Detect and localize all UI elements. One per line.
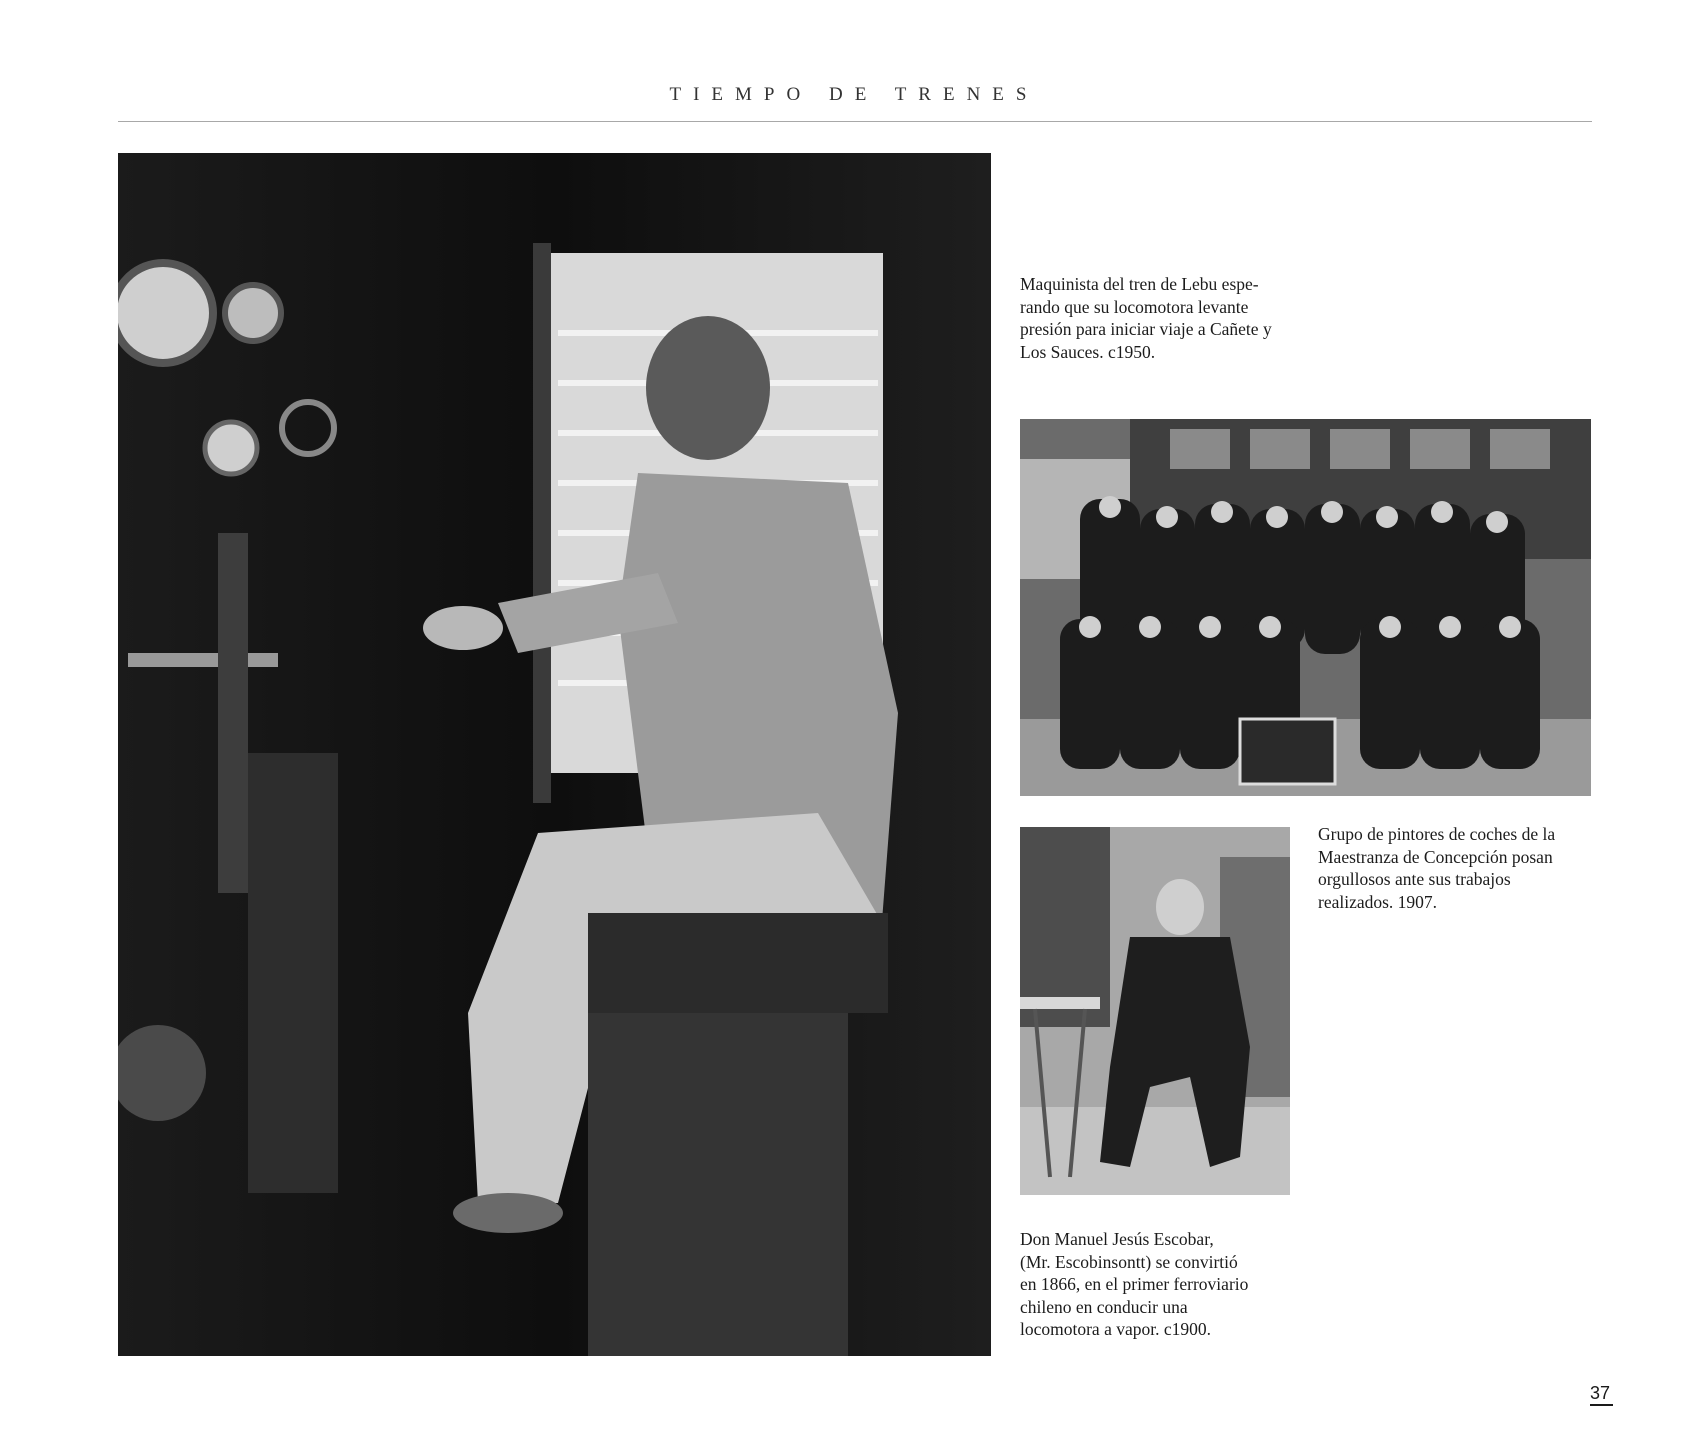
painters-group-photo <box>1020 419 1591 796</box>
seated-man-portrait-photo <box>1020 827 1290 1195</box>
escobar-caption: Don Manuel Jesús Escobar, (Mr. Escobinsontt) se convirtió en 1866, en el primer ferroviario chileno en conducir una locomotora a vapor. c1900. <box>1020 1229 1249 1339</box>
engineer-caption: Maquinista del tren de Lebu espe- rando que su locomotora levante presión para iniciar viaje a Cañete y Los Sauces. c1950. <box>1020 274 1272 362</box>
locomotive-engineer-photo <box>118 153 991 1356</box>
header-rule <box>118 121 1592 122</box>
painters-caption: Grupo de pintores de coches de la Maestranza de Concepción posan orgullosos ante sus trabajos realizados. 1907. <box>1318 824 1556 912</box>
page-number: 37 <box>1590 1383 1613 1406</box>
running-header: TIEMPO DE TRENES <box>669 84 1039 105</box>
